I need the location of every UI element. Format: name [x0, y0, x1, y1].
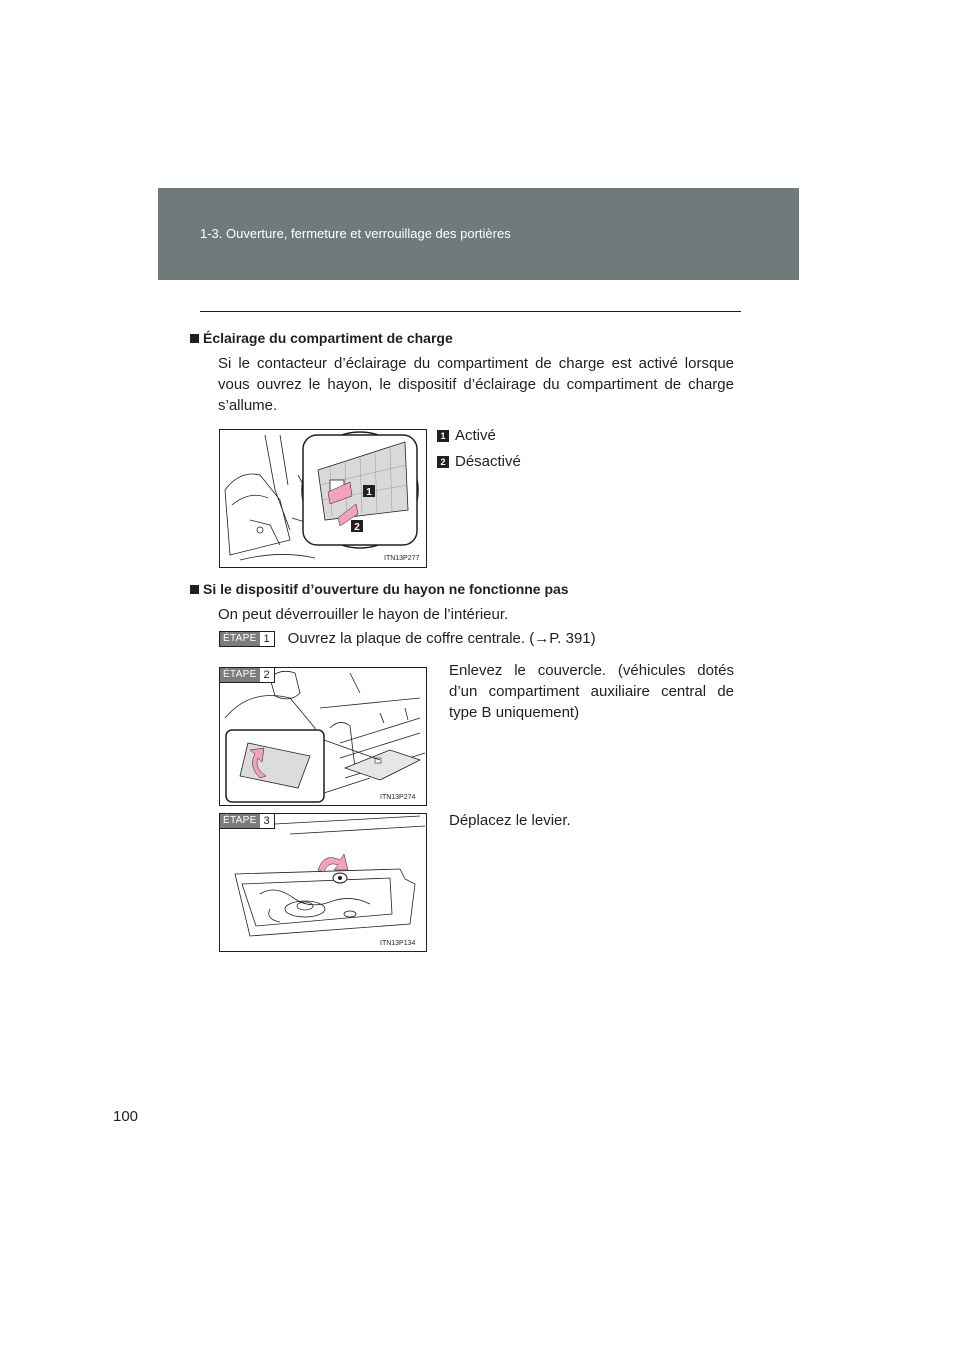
figure-remove-cover	[219, 667, 427, 806]
callout-activated: 1 Activé	[437, 427, 496, 444]
number-badge-1: 1	[437, 430, 449, 442]
header-rule	[200, 311, 741, 312]
step-badge-2: ÉTAPE 2	[219, 667, 275, 683]
cargo-light-illustration	[220, 430, 426, 567]
chapter-title: 1-3. Ouverture, fermeture et verrouillage des portières	[200, 226, 511, 241]
step-3-text: Déplacez le levier.	[449, 812, 571, 829]
step-badge-3: ÉTAPE 3	[219, 813, 275, 829]
section-body-hatch-release: On peut déverrouiller le hayon de l’intérieur.	[218, 606, 509, 623]
figure-code: ITN13P274	[380, 794, 416, 801]
figure-cargo-light-switch	[219, 429, 427, 568]
section-body-cargo-light: Si le contacteur d’éclairage du compartiment de charge est activé lorsque vous ouvrez le hayon, le dispositif d’éclairage du compartiment de charge s’allume.	[218, 355, 734, 414]
section-title-hatch-release: Si le dispositif d’ouverture du hayon ne fonctionne pas	[190, 581, 569, 597]
page-number: 100	[113, 1108, 139, 1125]
step-2-text: Enlevez le couvercle. (véhicules dotés d’un compartiment auxiliaire central de type B uniquement)	[449, 662, 734, 721]
chapter-header	[158, 188, 799, 280]
move-lever-illustration	[220, 814, 426, 951]
step-1-text: Ouvrez la plaque de coffre centrale. (→P. 391)	[287, 630, 596, 647]
figure-code: ITN13P134	[380, 940, 416, 947]
remove-cover-illustration	[220, 668, 426, 805]
section-title-cargo-light: Éclairage du compartiment de charge	[190, 330, 453, 346]
bullet-square-icon	[190, 585, 199, 594]
figure-code: ITN13P277	[384, 555, 420, 562]
step-badge-1: ÉTAPE 1	[219, 631, 275, 647]
figure-move-lever	[219, 813, 427, 952]
step-1	[219, 630, 596, 647]
svg-text:1: 1	[366, 487, 372, 498]
svg-text:2: 2	[354, 522, 360, 533]
callout-deactivated: 2 Désactivé	[437, 453, 521, 470]
bullet-square-icon	[190, 334, 199, 343]
number-badge-2: 2	[437, 456, 449, 468]
